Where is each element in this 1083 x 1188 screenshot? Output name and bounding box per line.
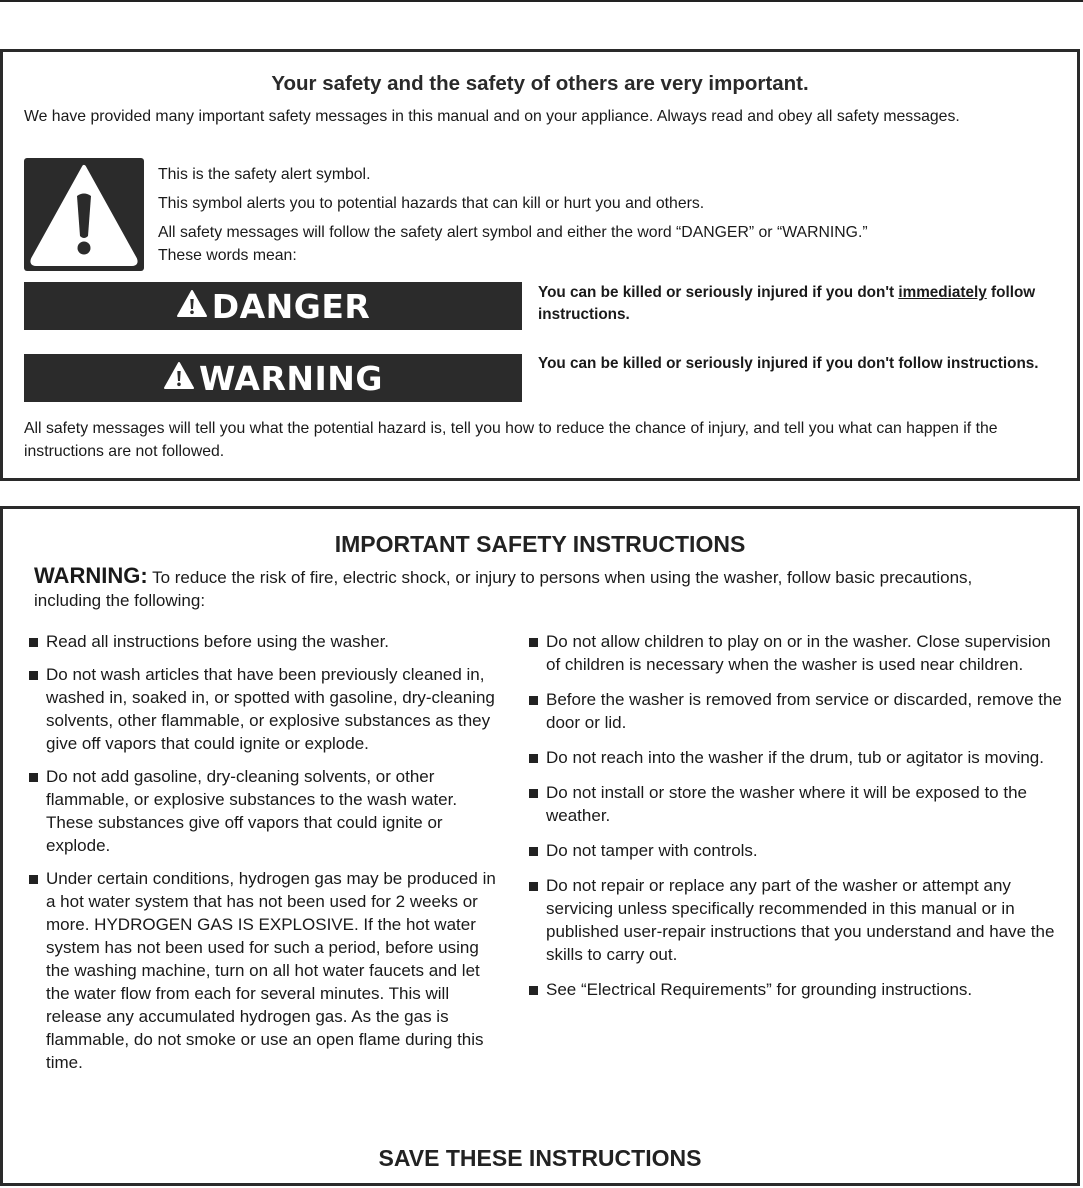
bullet-square-icon: [29, 875, 38, 884]
safety-alert-symbol-icon: [24, 158, 144, 271]
warning-signal-bar: [24, 354, 522, 402]
list-item-text: Read all instructions before using the washer.: [46, 632, 390, 651]
bullet-square-icon: [29, 671, 38, 680]
danger-description: [538, 282, 1068, 326]
warning-description: You can be killed or seriously injured if you don't follow instructions.: [538, 355, 1039, 372]
list-item-text: Do not reach into the washer if the drum, tub or agitator is moving.: [546, 748, 1044, 767]
alert-triangle-icon: [176, 289, 208, 323]
instructions-left-column: [27, 630, 497, 1084]
warning-label: WARNING: [199, 358, 383, 398]
list-item: [527, 874, 1067, 966]
danger-label: DANGER: [211, 286, 371, 326]
list-item: [527, 688, 1067, 734]
instructions-right-column: [527, 630, 1067, 1013]
symbol-line: All safety messages will follow the safety alert symbol and either the word “DANGER” or “WARNING.”: [158, 224, 868, 241]
list-item: [27, 630, 497, 653]
danger-text-end: follow instructions.: [538, 284, 1036, 323]
instructions-warning: [34, 564, 1044, 612]
list-item-text: Under certain conditions, hydrogen gas may be produced in a hot water system that has not been used for 2 weeks or more. HYDROGEN GAS IS EXPLOSIVE. If the hot water system has not been used for such a period, before using the washing machine, turn on all hot water faucets and let the water flow from each for several minutes. This will release any accumulated hydrogen gas. As the gas is flammable, do not smoke or use an open flame during this time.: [46, 869, 496, 1072]
bullet-square-icon: [529, 754, 538, 763]
list-item: [527, 630, 1067, 676]
list-item: [527, 978, 1067, 1001]
safety-intro: We have provided many important safety messages in this manual and on your appliance. Always read and obey all safety messages.: [24, 108, 960, 125]
bullet-square-icon: [29, 773, 38, 782]
list-item-text: Do not wash articles that have been previously cleaned in, washed in, soaked in, or spotted with gasoline, dry-cleaning solvents, other flammable, or explosive substances as they give off vapors that could ignite or explode.: [46, 665, 495, 753]
list-item: [527, 839, 1067, 862]
list-item-text: Do not add gasoline, dry-cleaning solvents, or other flammable, or explosive substances to the wash water. These substances give off vapors that could ignite or explode.: [46, 767, 458, 855]
list-item: [527, 781, 1067, 827]
bullet-square-icon: [29, 638, 38, 647]
bullet-square-icon: [529, 847, 538, 856]
list-item-text: Do not allow children to play on or in the washer. Close supervision of children is necessary when the washer is used near children.: [546, 632, 1051, 674]
list-item: [27, 663, 497, 755]
symbol-line: These words mean:: [158, 247, 297, 264]
bullet-square-icon: [529, 696, 538, 705]
list-item-text: Do not repair or replace any part of the washer or attempt any servicing unless specifically recommended in this manual or in published user-repair instructions that you understand and have the skills to carry out.: [546, 876, 1055, 964]
top-rule: [0, 0, 1083, 2]
danger-text-underlined: immediately: [898, 284, 987, 301]
list-item: [527, 746, 1067, 769]
bullet-square-icon: [529, 638, 538, 647]
list-item-text: Do not install or store the washer where it will be exposed to the weather.: [546, 783, 1027, 825]
list-item: [27, 765, 497, 857]
safety-messages-box: [0, 49, 1080, 481]
warning-body: To reduce the risk of fire, electric shock, or injury to persons when using the washer, follow basic precautions, including the following:: [34, 568, 973, 610]
instructions-title: IMPORTANT SAFETY INSTRUCTIONS: [334, 531, 746, 557]
safety-title: Your safety and the safety of others are very important.: [271, 72, 809, 95]
symbol-line: This symbol alerts you to potential hazards that can kill or hurt you and others.: [158, 195, 705, 212]
important-safety-instructions-box: [0, 506, 1080, 1186]
list-item-text: See “Electrical Requirements” for grounding instructions.: [546, 980, 973, 999]
danger-text-start: You can be killed or seriously injured if you don't: [538, 284, 899, 301]
safety-outro: All safety messages will tell you what the potential hazard is, tell you how to reduce the chance of injury, and tell you what can happen if the instructions are not followed.: [24, 420, 998, 460]
symbol-line: This is the safety alert symbol.: [158, 166, 371, 183]
warning-prefix: WARNING:: [34, 563, 148, 588]
list-item-text: Do not tamper with controls.: [546, 841, 758, 860]
bullet-square-icon: [529, 986, 538, 995]
bullet-square-icon: [529, 882, 538, 891]
list-item-text: Before the washer is removed from service or discarded, remove the door or lid.: [546, 690, 1062, 732]
list-item: [27, 867, 497, 1074]
bullet-square-icon: [529, 789, 538, 798]
danger-signal-bar: [24, 282, 522, 330]
alert-triangle-icon: [163, 361, 195, 395]
save-instructions-footer: SAVE THESE INSTRUCTIONS: [378, 1145, 702, 1171]
